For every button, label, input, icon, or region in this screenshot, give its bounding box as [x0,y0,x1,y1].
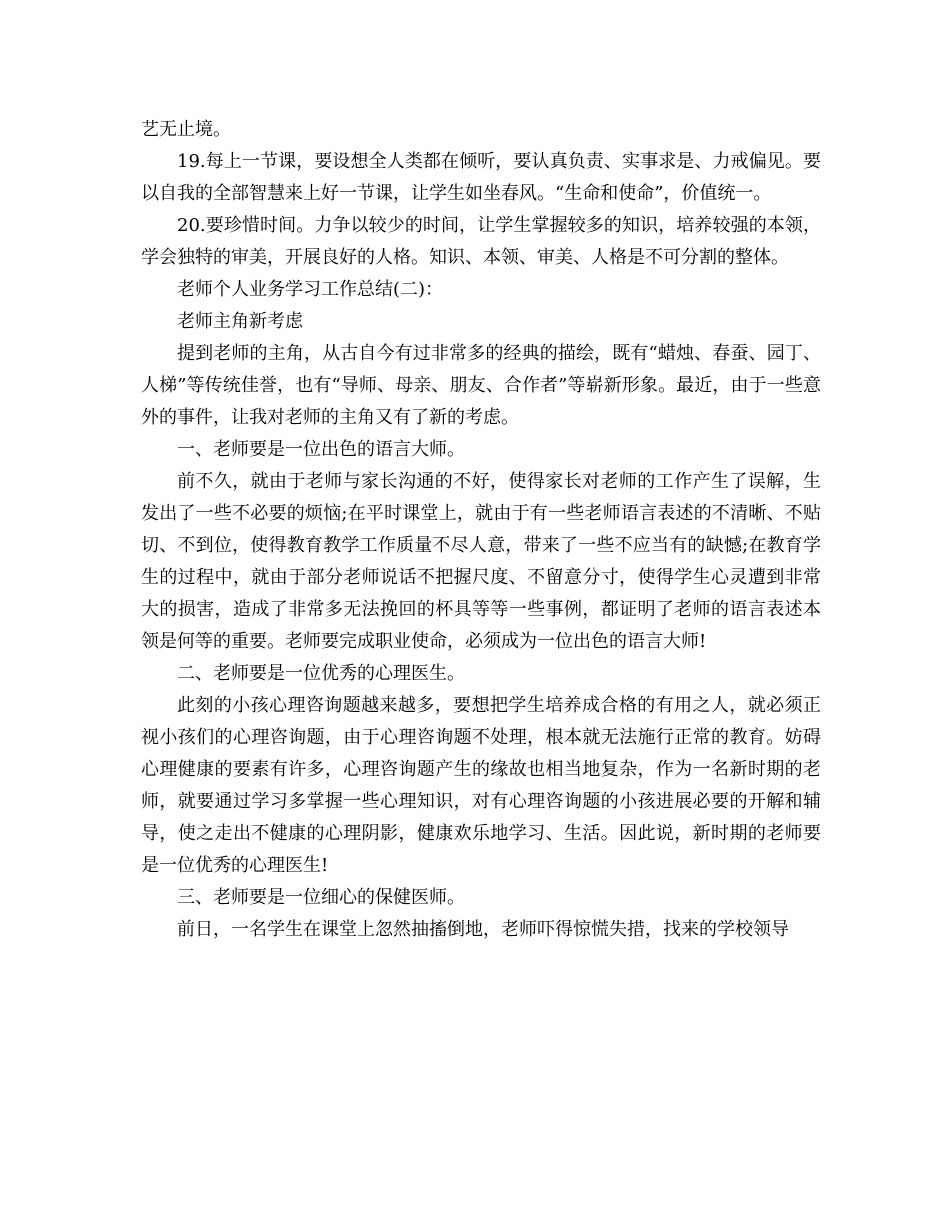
paragraph: 19.每上一节课，要设想全人类都在倾听，要认真负责、实事求是、力戒偏见。要以自我的全部智慧来上好一节课，让学生如坐春风。“生命和使命”，价值统一。 [141,151,821,204]
paragraph: 前日，一名学生在课堂上忽然抽搐倒地，老师吓得惊慌失措，找来的学校领导 [177,919,789,940]
point-heading: 二、老师要是一位优秀的心理医生。 [177,663,465,684]
paragraph: 提到老师的主角，从古自今有过非常多的经典的描绘，既有“蜡烛、春蚕、园丁、人梯”等传统佳誉，也有“导师、母亲、朋友、合作者”等崭新形象。最近，由于一些意外的事件，让我对老师的主角又有了新的考虑。 [141,343,821,428]
section-heading: 老师个人业务学习工作总结(二)： [177,279,444,300]
paragraph: 此刻的小孩心理咨询题越来越多，要想把学生培养成合格的有用之人，就必须正视小孩们的心理咨询题，由于心理咨询题不处理，根本就无法施行正常的教育。妨碍心理健康的要素有许多，心理咨询题产生的缘故也相当地复杂，作为一名新时期的老师，就要通过学习多掌握一些心理知识，对有心理咨询题的小孩进展必要的开解和辅导，使之走出不健康的心理阴影，健康欢乐地学习、生活。因此说，新时期的老师要是一位优秀的心理医生! [141,695,821,876]
paragraph: 艺无止境。 [141,119,231,140]
paragraph: 20.要珍惜时间。力争以较少的时间，让学生掌握较多的知识，培养较强的本领，学会独特的审美，开展良好的人格。知识、本领、审美、人格是不可分割的整体。 [141,215,821,268]
paragraph: 前不久，就由于老师与家长沟通的不好，使得家长对老师的工作产生了误解，生发出了一些不必要的烦恼;在平时课堂上，就由于有一些老师语言表述的不清晰、不贴切、不到位，使得教育教学工作质量不尽人意，带来了一些不应当有的缺憾;在教育学生的过程中，就由于部分老师说话不把握尺度、不留意分寸，使得学生心灵遭到非常大的损害，造成了非常多无法挽回的杯具等等一些事例，都证明了老师的语言表述本领是何等的重要。老师要完成职业使命，必须成为一位出色的语言大师! [141,471,821,652]
section-subtitle: 老师主角新考虑 [177,311,303,332]
point-heading: 一、老师要是一位出色的语言大师。 [177,439,465,460]
point-heading: 三、老师要是一位细心的保健医师。 [177,887,465,908]
document-body [141,114,821,946]
